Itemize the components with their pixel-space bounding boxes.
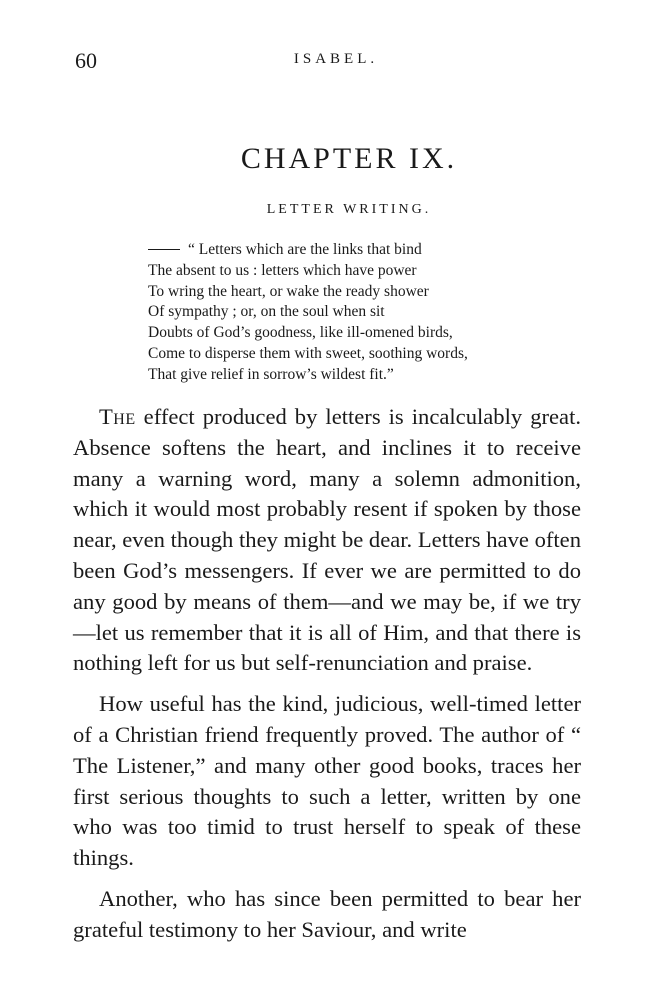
page-number: 60	[75, 48, 97, 73]
epigraph-line: Come to disperse them with sweet, soothing words,	[148, 344, 468, 362]
epigraph-line: Doubts of God’s goodness, like ill-omened birds,	[148, 324, 453, 342]
chapter-title: CHAPTER IX.	[240, 142, 458, 175]
epigraph	[148, 240, 568, 386]
epigraph-dash	[148, 249, 180, 250]
epigraph-line: To wring the heart, or wake the ready shower	[148, 282, 429, 300]
epigraph-line: The absent to us : letters which have power	[148, 261, 417, 279]
paragraph-text: effect produced by letters is incalculably great. Absence softens the heart, and inclines it to receive many a warning word, many a solemn admonition, which it would most probably resent if spoken by those near, even though they might be dear. Letters have often been God’s messengers. If ever we are permitted to do any good by means of them—and we may be, if we try—let us remember that it is all of Him, and that there is nothing left for us but self-renunciation and praise.	[73, 404, 581, 676]
paragraph	[73, 402, 581, 679]
paragraph: Another, who has since been permitted to bear her grateful testimony to her Saviour, and write	[73, 885, 581, 942]
epigraph-line-text: “ Letters which are the links that bind	[188, 241, 422, 258]
running-head	[75, 48, 575, 76]
epigraph-line	[148, 240, 568, 261]
paragraph-lead-word: The	[99, 404, 136, 429]
epigraph-line: Of sympathy ; or, on the soul when sit	[148, 303, 385, 321]
body-text	[73, 402, 581, 946]
epigraph-line: That give relief in sorrow’s wildest fit.”	[148, 365, 394, 383]
chapter-subtitle: LETTER WRITING.	[266, 202, 432, 217]
paragraph: How useful has the kind, judicious, well-timed letter of a Christian friend frequently proved. The author of “ The Listener,” and many other good books, traces her first serious thoughts to such a letter, written by one who was too timid to trust herself to speak of these things.	[73, 691, 581, 871]
running-title: ISABEL.	[293, 51, 379, 67]
